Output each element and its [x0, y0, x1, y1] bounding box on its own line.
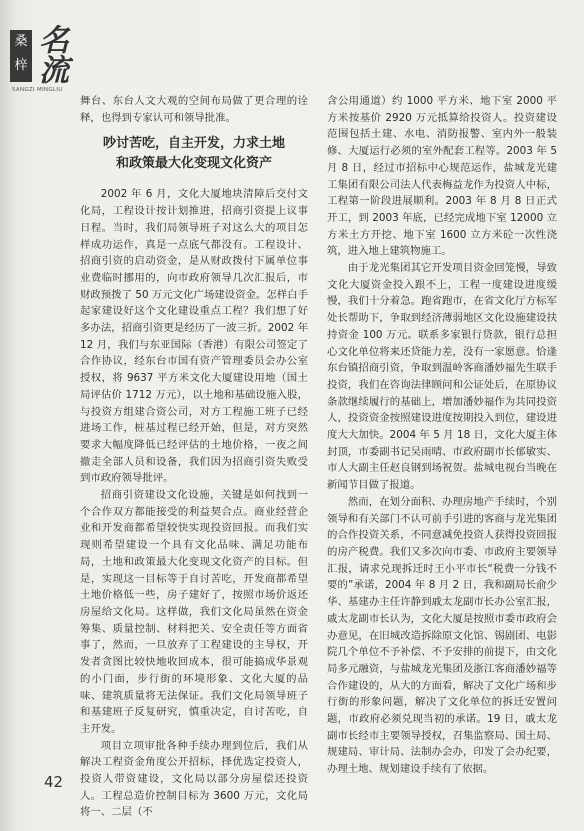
paragraph: 招商引资建设文化设施，关键是如何找到一个合作双方都能接受的利益契合点。商业经营企业和开发商都希望较快实现投资回报。而我们实现则希望建设一个具有文化品味、满足功能布局，土地和政策最大化变现文化资产的目标。但是，实现这一目标等于自讨苦吃，开发商都希望土地价格低一些，房子建好了，按照市场价返还房屋给文化局。这样做，我们文化局虽然在资金筹集、质量控制、材料把关、安全责任等方面省事了，然而，一旦放弃了工程建设的主导权，开发者贪图比较快地收回成本，很可能搞成华景观的小门面，步行街的环境形象、文化大厦的品味、建筑质量将无法保证。我们文化局领导班子和基建班子反复研究，慎重决定，自讨苦吃，自主开发。 [80, 489, 308, 735]
section-title-line-2: 和政策最大化变现文化资产 [115, 156, 272, 172]
logo-box [10, 30, 32, 82]
page-number: 42 [44, 773, 64, 791]
logo-subtitle: SANGZI MINGLIU [12, 87, 63, 93]
right-column [327, 93, 557, 778]
section-title [80, 134, 308, 174]
logo-char-2: 梓 [14, 58, 28, 73]
logo-script: 名流 [33, 24, 68, 84]
intro-paragraph: 舞台、东台人文大观的空间布局做了更合理的诠释，也得到专家认可和领导批准。 [80, 95, 308, 124]
paragraph: 由于龙光集团其它开发项目资金回笼慢，导致文化大厦资金投入跟不上，工程一度建设进度缓慢，我们十分着急。跑省跑市，在省文化厅方标军处长帮助下，争取到经济薄弱地区文化设施建设扶持资金 100 万元。联系多家银行贷款，银行总担心文化单位将来还贷能力差，没有一家愿意。恰逢东台镇招商引资，争取到温岭客商潘妙福先生联手投资，我们在咨询法律顾问和公证处后，在原协议条款继续履行的基础上，增加潘妙福作为共同投资人，投资资金按照建设进度按期投入到位，建设进度大大加快。2004 年 5 月 18 日，文化大厦主体封顶，市委副书记吴雨晴、市政府副市长郁敏实、市人大副主任赵良钢到场祝贺。盐城电视台当晚在新闻节目做了报道。 [327, 262, 557, 492]
paragraph: 项目立项审批各种手续办理到位后，我们从解决工程资金角度公开招标，择优选定投资人，投资人带资建设，文化局以部分房屋偿还投资人。工程总造价控制目标为 3600 万元，文化局将一、二层（不 [80, 739, 308, 819]
faint-header [70, 28, 560, 42]
binding-edge [0, 0, 14, 831]
section-title-line-1: 吵讨苦吃，自主开发，力求土地 [102, 136, 285, 152]
paragraph: 含公用通道）约 1000 平方米、地下室 2000 平方米按基价 2920 万元抵算给投资人。投资建设范围包括土建、水电、消防报警、室内外一般装修、大厦运行必须的室外配套工程等。2003 年 5 月 8 日，经过市招标中心规范运作，盐城龙光建工集团有限公司法人代表梅益龙作为投资人中标，工程第一阶段进展顺利。2003 年 8 月 8 日正式开工，到 2003 年底，已经完成地下室 12000 立方米土方开挖、地下室 1600 立方米砼一次性浇筑，进入地上建筑物施工。 [327, 95, 557, 258]
left-column [80, 93, 308, 821]
logo-char-1: 桑 [14, 34, 28, 49]
paragraph: 然而，在划分面积、办理房地产手续时，个别领导和有关部门不认可前手引进的客商与龙光集团的合作投资关系，不同意减免投资人获得投资回报的房产税费。我们又多次向市委、市政府主要领导汇报，请求兑现拆迁时王小平市长“税费一分钱不要的”承诺，2004 年 8 月 2 日，我和副局长俞少华、基建办主任许静到戚太龙副市长办公室汇报，戚太龙副市长认为，文化大厦是按照市委市政府会办意见，在旧城改造拆除原文化馆、锡剧团、电影院几个单位不予补偿、不予安排的前提下，由文化局多元融资，与盐城龙光集团及浙江客商潘妙福等合作建设的，从大的方面看，解决了文化广场和步行街的形象问题，解决了文化单位的拆迁安置问题，市政府必须兑现当初的承诺。19 日，戚太龙副市长经市主要领导授权，召集监察局、国土局、规建局、审计局、法制办会办，印发了会办纪要，办理土地、规划建设手续有了依据。 [327, 495, 557, 776]
paragraph: 2002 年 6 月，文化大厦地块清障后交付文化局，工程设计按计划推进，招商引资提上议事日程。当时，我们局领导班子对这么大的项目怎样成功运作，真是一点底气都没有。工程设计、招商引资的启动资金，是从财政拨付下属单位事业费临时挪用的，向市政府领导几次汇报后，市财政预拨了 50 万元文化广场建设资金。怎样白手起家建设好这个文化建设重点工程？我们想了好多办法，招商引资更是经历了一波三折。2002 年 12 月，我们与东亚国际（香港）有限公司签定了合作协议，经东台市国有资产管理委员会办公室授权，将 9637 平方米文化大厦建设用地（国土局评估价 1712 万元），以土地和基础设施入股，与投资方组建合资公司，对方工程施工班子已经进场工作，桩基过程已经开始，但是，对方突然要求大幅度降低已经评估的土地价格，一夜之间撤走全部人员和设备，我们因为招商引资失败受到市政府领导批评。 [80, 188, 308, 485]
